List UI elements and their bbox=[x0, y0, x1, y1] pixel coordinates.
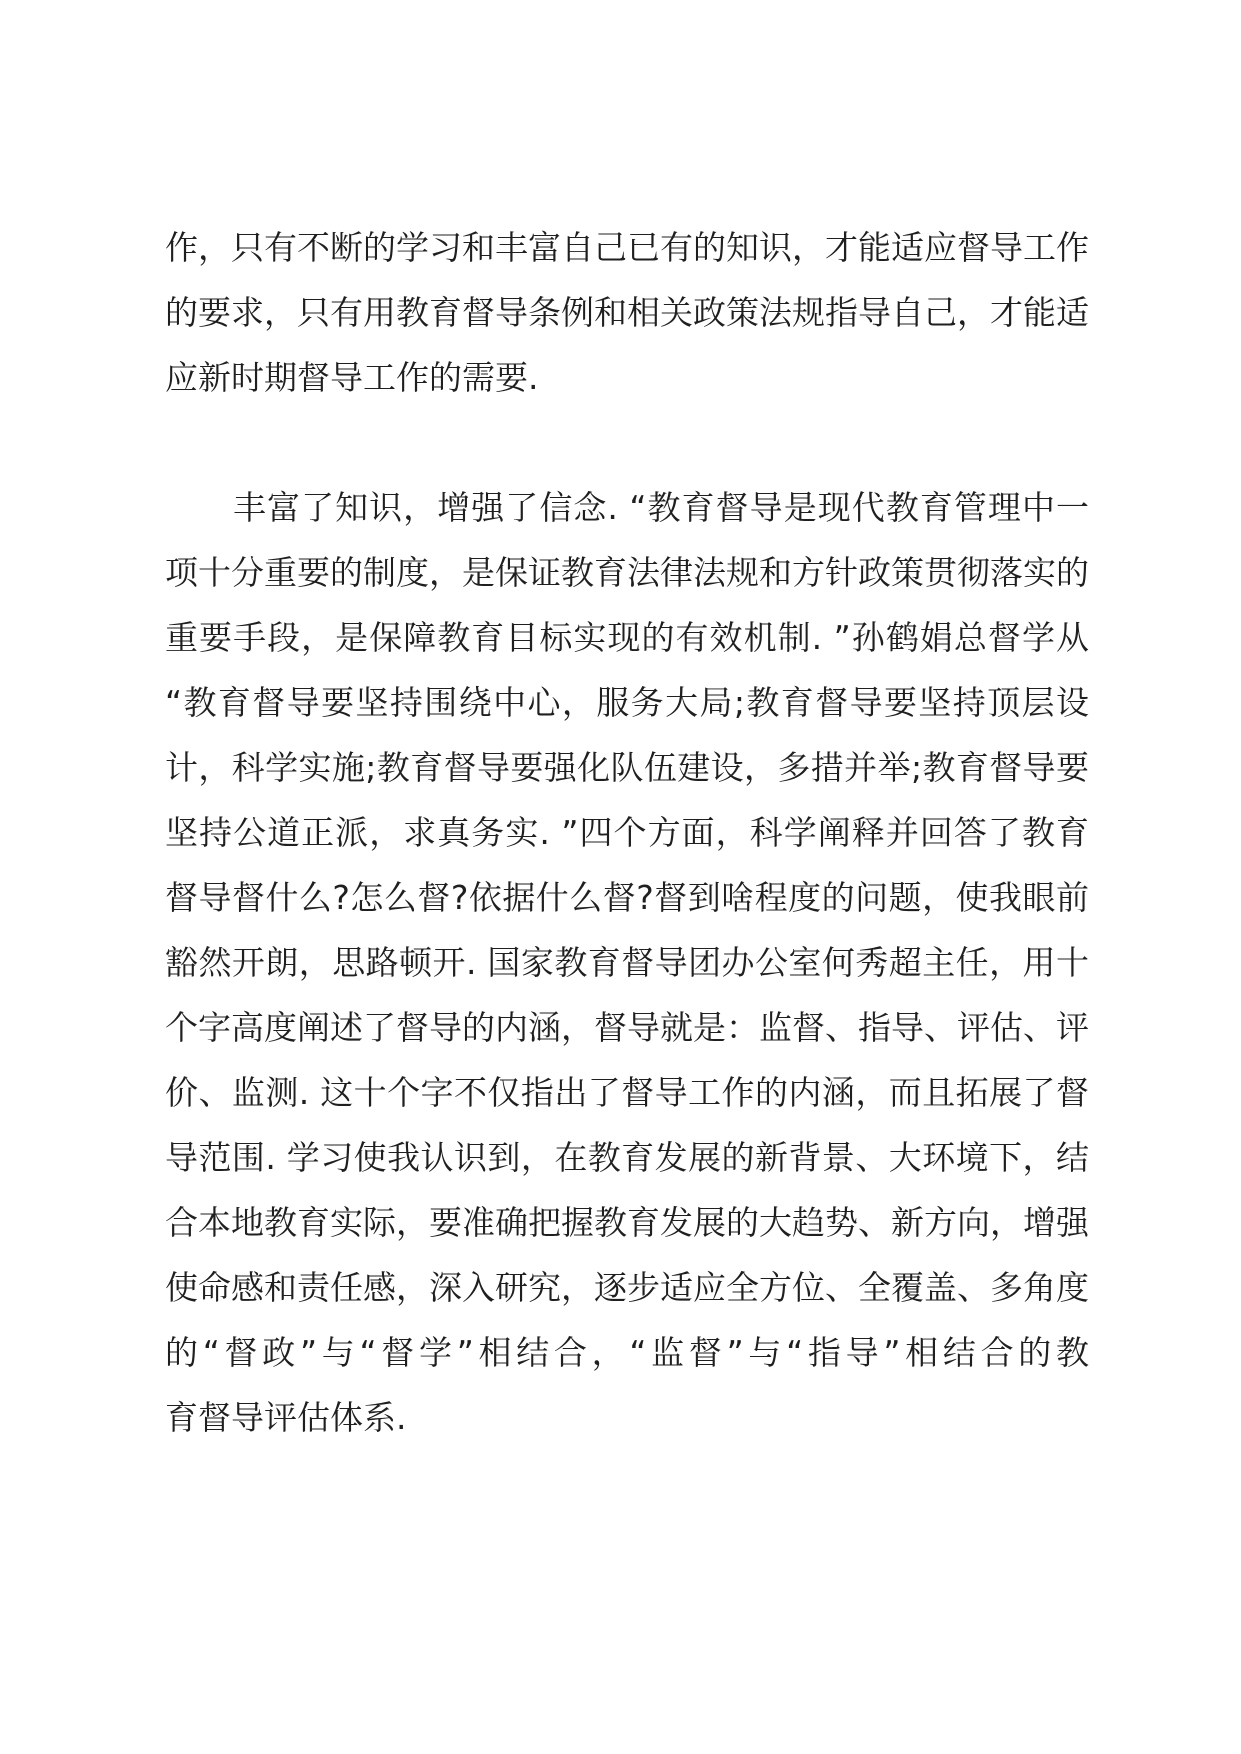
paragraph-line: 价、监测. 这十个字不仅指出了督导工作的内涵，而且拓展了督 bbox=[165, 1073, 1089, 1112]
paragraph-line: 合本地教育实际，要准确把握教育发展的大趋势、新方向，增强 bbox=[165, 1203, 1089, 1242]
paragraph-line: 作，只有不断的学习和丰富自己已有的知识，才能适应督导工作 bbox=[165, 228, 1089, 267]
paragraph-line: 育督导评估体系. bbox=[165, 1398, 407, 1437]
paragraph-line: 导范围. 学习使我认识到，在教育发展的新背景、大环境下，结 bbox=[165, 1138, 1089, 1177]
paragraph-line: 豁然开朗，思路顿开. 国家教育督导团办公室何秀超主任，用十 bbox=[165, 943, 1089, 982]
paragraph-line: 计，科学实施;教育督导要强化队伍建设，多措并举;教育督导要 bbox=[165, 748, 1089, 787]
paragraph-line: 重要手段，是保障教育目标实现的有效机制. ”孙鹤娟总督学从 bbox=[165, 618, 1089, 657]
paragraph-line: 项十分重要的制度，是保证教育法律法规和方针政策贯彻落实的 bbox=[165, 553, 1089, 592]
paragraph-line: 使命感和责任感，深入研究，逐步适应全方位、全覆盖、多角度 bbox=[165, 1268, 1089, 1307]
paragraph-line: “教育督导要坚持围绕中心，服务大局;教育督导要坚持顶层设 bbox=[165, 683, 1089, 722]
paragraph-line: 的“督政”与“督学”相结合，“监督”与“指导”相结合的教 bbox=[165, 1333, 1089, 1372]
paragraph-line: 个字高度阐述了督导的内涵，督导就是：监督、指导、评估、评 bbox=[165, 1008, 1089, 1047]
paragraph-line: 丰富了知识，增强了信念. “教育督导是现代教育管理中一 bbox=[233, 488, 1089, 527]
paragraph-line: 的要求，只有用教育督导条例和相关政策法规指导自己，才能适 bbox=[165, 293, 1089, 332]
paragraph-line: 坚持公道正派，求真务实. ”四个方面，科学阐释并回答了教育 bbox=[165, 813, 1089, 852]
paragraph-line: 应新时期督导工作的需要. bbox=[165, 358, 539, 397]
paragraph-line: 督导督什么?怎么督?依据什么督?督到啥程度的问题，使我眼前 bbox=[165, 878, 1089, 917]
